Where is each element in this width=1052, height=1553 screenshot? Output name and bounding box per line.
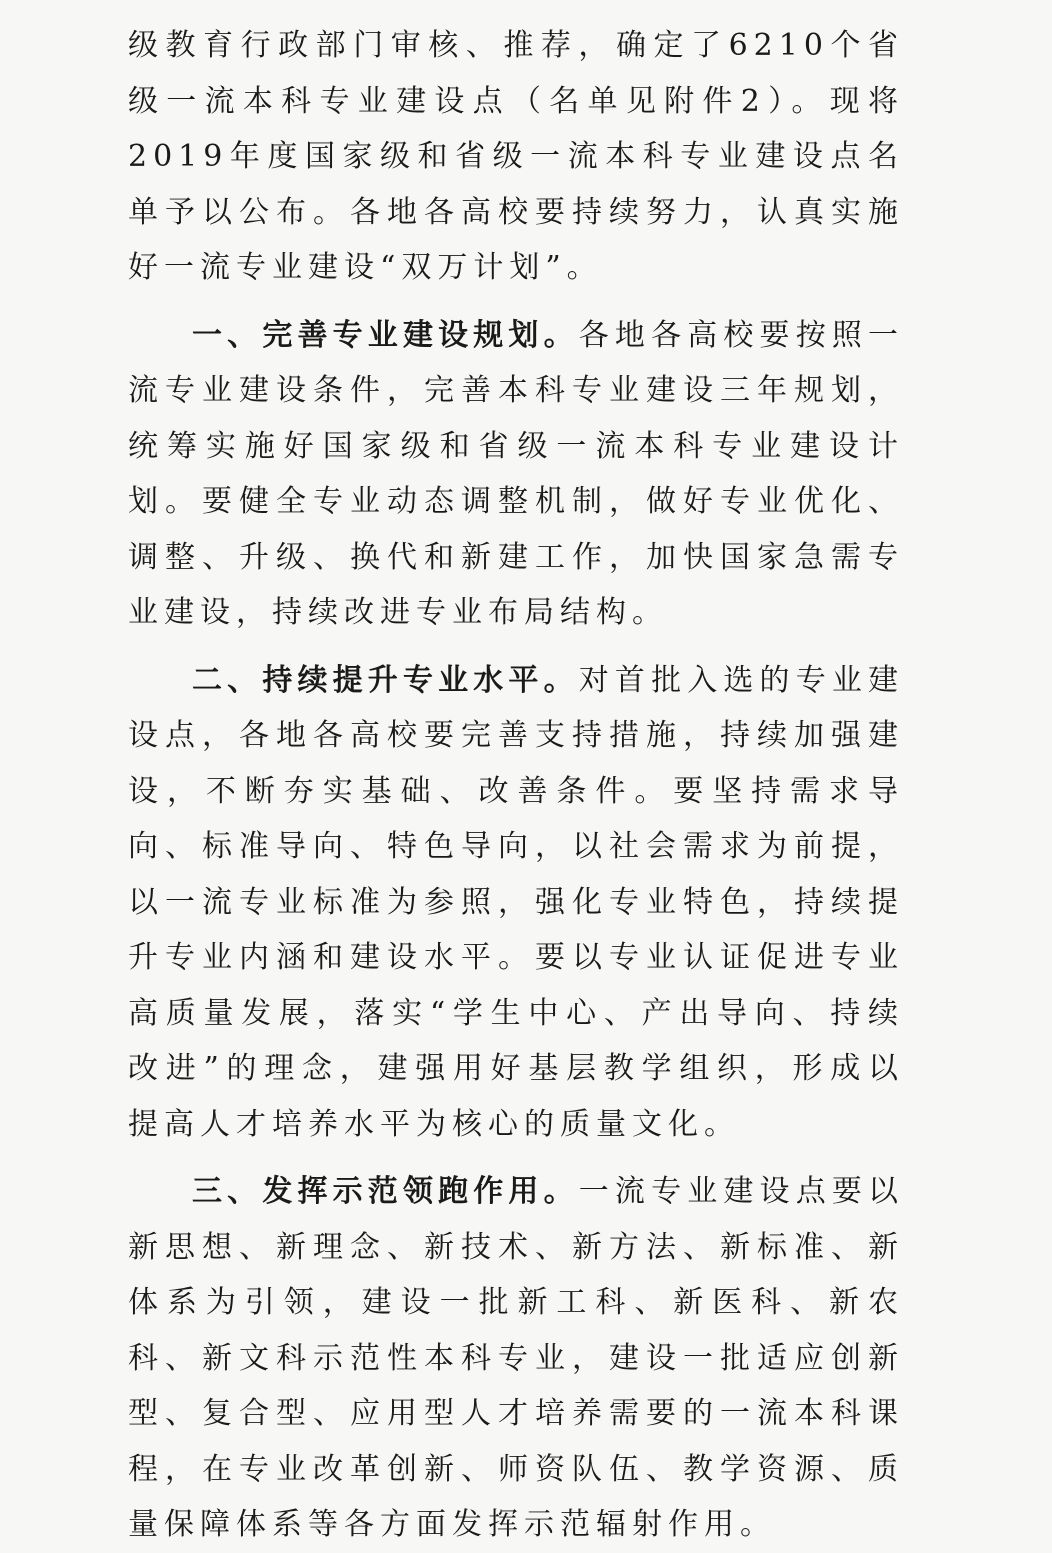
section-3-text: 一流专业建设点要以新思想、新理念、新技术、新方法、新标准、新体系为引领，建设一批新工科、新医科、新农科、新文科示范性本科专业，建设一批适应创新型、复合型、应用型人才培养需要的一流本科课程，在专业改革创新、师资队伍、教学资源、质量保障体系等各方面发挥示范辐射作用。	[128, 1174, 905, 1542]
paragraph-section-3	[128, 1164, 904, 1553]
paragraph-section-1	[128, 308, 904, 641]
section-1-heading: 一、完善专业建设规划。	[192, 317, 579, 353]
section-2-heading: 二、持续提升专业水平。	[192, 662, 579, 698]
section-2-text: 对首批入选的专业建设点，各地各高校要完善支持措施，持续加强建设，不断夯实基础、改善条件。要坚持需求导向、标准导向、特色导向，以社会需求为前提，以一流专业标准为参照，强化专业特色，持续提升专业内涵和建设水平。要以专业认证促进专业高质量发展，落实“学生中心、产出导向、持续改进”的理念，建强用好基层教学组织，形成以提高人才培养水平为核心的质量文化。	[128, 662, 905, 1142]
paragraph-intro-text: 级教育行政部门审核、推荐，确定了6210个省级一流本科专业建设点（名单见附件2）。现将2019年度国家级和省级一流本科专业建设点名单予以公布。各地各高校要持续努力，认真实施好一流专业建设“双万计划”。	[128, 28, 904, 285]
paragraph-section-2	[128, 653, 904, 1153]
section-3-heading: 三、发挥示范领跑作用。	[192, 1174, 579, 1209]
section-1-text: 各地各高校要按照一流专业建设条件，完善本科专业建设三年规划，统筹实施好国家级和省级一流本科专业建设计划。要健全专业动态调整机制，做好专业优化、调整、升级、换代和新建工作，加快国家急需专业建设，持续改进专业布局结构。	[128, 317, 905, 630]
paragraph-intro	[128, 18, 904, 296]
